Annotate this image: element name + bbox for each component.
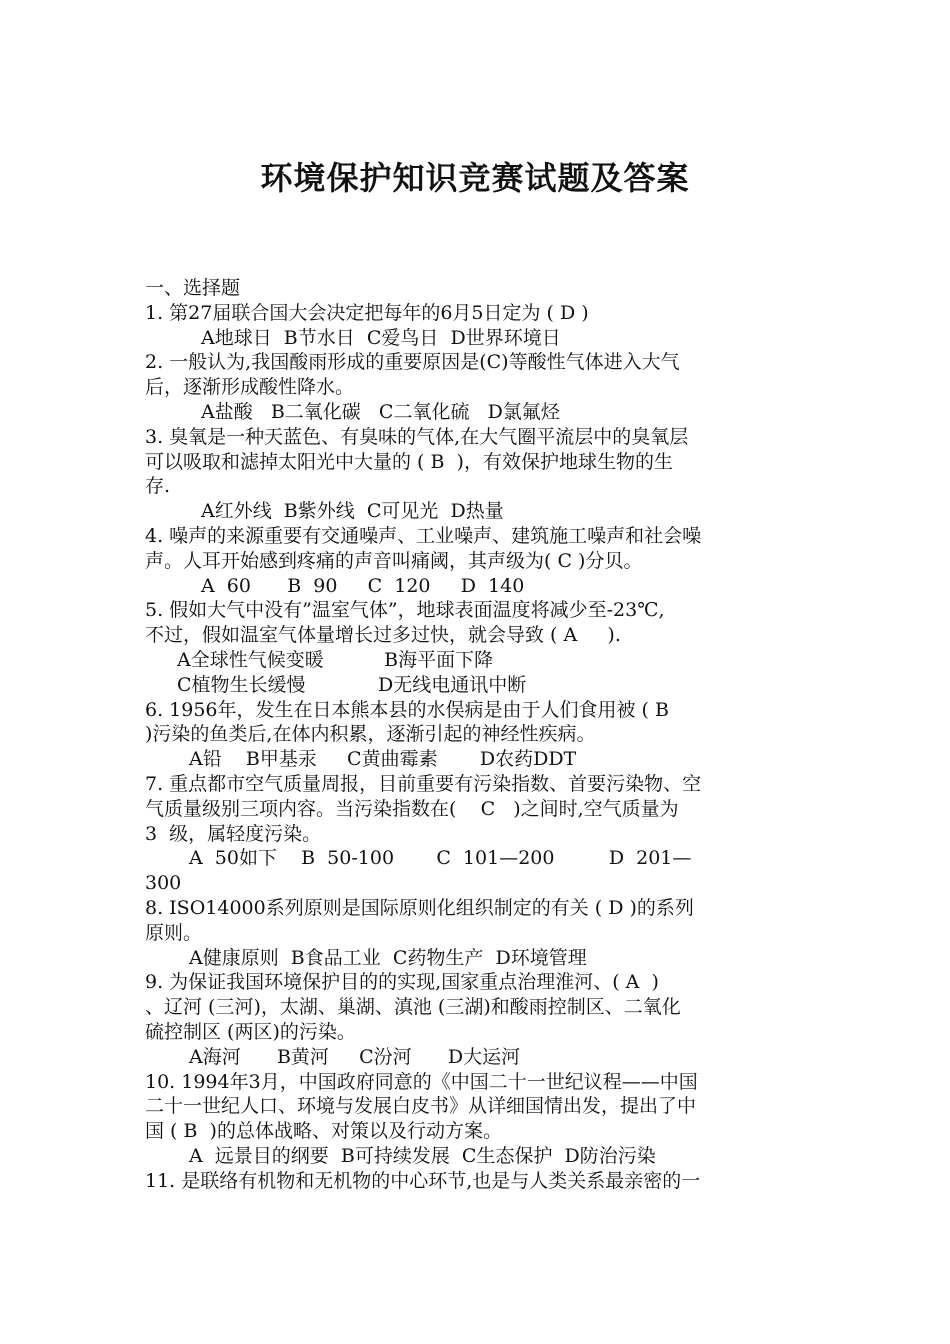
text-line: 3 级，属轻度污染。 bbox=[145, 822, 322, 845]
text-line: 存. bbox=[145, 475, 171, 498]
text-line: 国 ( B )的总体战略、对策以及行动方案。 bbox=[145, 1120, 502, 1143]
text-line: 2. 一般认为,我国酸雨形成的重要原因是(C)等酸性气体进入大气 bbox=[145, 351, 680, 374]
text-line: )污染的鱼类后,在体内积累，逐渐引起的神经性疾病。 bbox=[145, 723, 596, 746]
text-line: C植物生长缓慢 D无线电通讯中断 bbox=[177, 673, 527, 696]
document-body bbox=[145, 276, 810, 1193]
text-line: A地球日 B节水日 C爱鸟日 D世界环境日 bbox=[201, 326, 561, 349]
text-line: 3. 臭氧是一种天蓝色、有臭味的气体,在大气圈平流层中的臭氧层 bbox=[145, 425, 689, 448]
text-line: 4. 噪声的来源重要有交通噪声、工业噪声、建筑施工噪声和社会噪 bbox=[145, 524, 702, 547]
text-line: 5. 假如大气中没有”温室气体”，地球表面温度将减少至-23℃, bbox=[145, 599, 665, 622]
text-line: A铅 B甲基汞 C黄曲霉素 D农药DDT bbox=[189, 748, 577, 771]
text-line: 气质量级别三项内容。当污染指数在( C )之间时,空气质量为 bbox=[145, 797, 679, 820]
text-line: 原则。 bbox=[145, 921, 203, 944]
text-line: 10. 1994年3月，中国政府同意的《中国二十一世纪议程——中国 bbox=[145, 1070, 698, 1093]
text-line: 、辽河 (三河)，太湖、巢湖、滇池 (三湖)和酸雨控制区、二氧化 bbox=[145, 996, 681, 1019]
text-line: 二十一世纪人口、环境与发展白皮书》从详细国情出发，提出了中 bbox=[145, 1095, 697, 1118]
text-line: 不过，假如温室气体量增长过多过快，就会导致 ( A ). bbox=[145, 624, 621, 647]
text-line: 可以吸取和滤掉太阳光中大量的 ( B )，有效保护地球生物的生 bbox=[145, 450, 673, 473]
page-title: 环境保护知识竞赛试题及答案 bbox=[260, 159, 690, 197]
text-line: 6. 1956年，发生在日本熊本县的水俣病是由于人们食用被 ( B bbox=[145, 698, 669, 721]
text-line: 1. 第27届联合国大会决定把每年的6月5日定为 ( D ) bbox=[145, 301, 589, 324]
text-line: A 60 B 90 C 120 D 140 bbox=[201, 574, 525, 597]
text-line: 300 bbox=[145, 872, 182, 895]
text-line: A 远景目的纲要 B可持续发展 C生态保护 D防治污染 bbox=[189, 1144, 656, 1167]
text-line: 声。人耳开始感到疼痛的声音叫痛阈，其声级为( C )分贝。 bbox=[145, 549, 643, 572]
text-line: A健康原则 B食品工业 C药物生产 D环境管理 bbox=[189, 946, 587, 969]
text-line: A红外线 B紫外线 C可见光 D热量 bbox=[201, 500, 504, 523]
text-line: 9. 为保证我国环境保护目的的实现,国家重点治理淮河、( A ) bbox=[145, 971, 659, 994]
text-line: 8. ISO14000系列原则是国际原则化组织制定的有关 ( D )的系列 bbox=[145, 896, 694, 919]
text-line: 11. 是联络有机物和无机物的中心环节,也是与人类关系最亲密的一 bbox=[145, 1169, 701, 1192]
text-line: 7. 重点都市空气质量周报，目前重要有污染指数、首要污染物、空 bbox=[145, 772, 702, 795]
text-line: A全球性气候变暖 B海平面下降 bbox=[177, 648, 494, 671]
text-line: 一、选择题 bbox=[145, 277, 241, 299]
text-line: 硫控制区 (两区)的污染。 bbox=[145, 1020, 356, 1043]
text-line: A海河 B黄河 C汾河 D大运河 bbox=[189, 1045, 521, 1068]
text-line: A 50如下 B 50-100 C 101—200 D 201— bbox=[189, 847, 692, 870]
text-line: A盐酸 B二氧化碳 C二氧化硫 D氯氟烃 bbox=[201, 400, 560, 423]
text-line: 后，逐渐形成酸性降水。 bbox=[145, 376, 355, 399]
